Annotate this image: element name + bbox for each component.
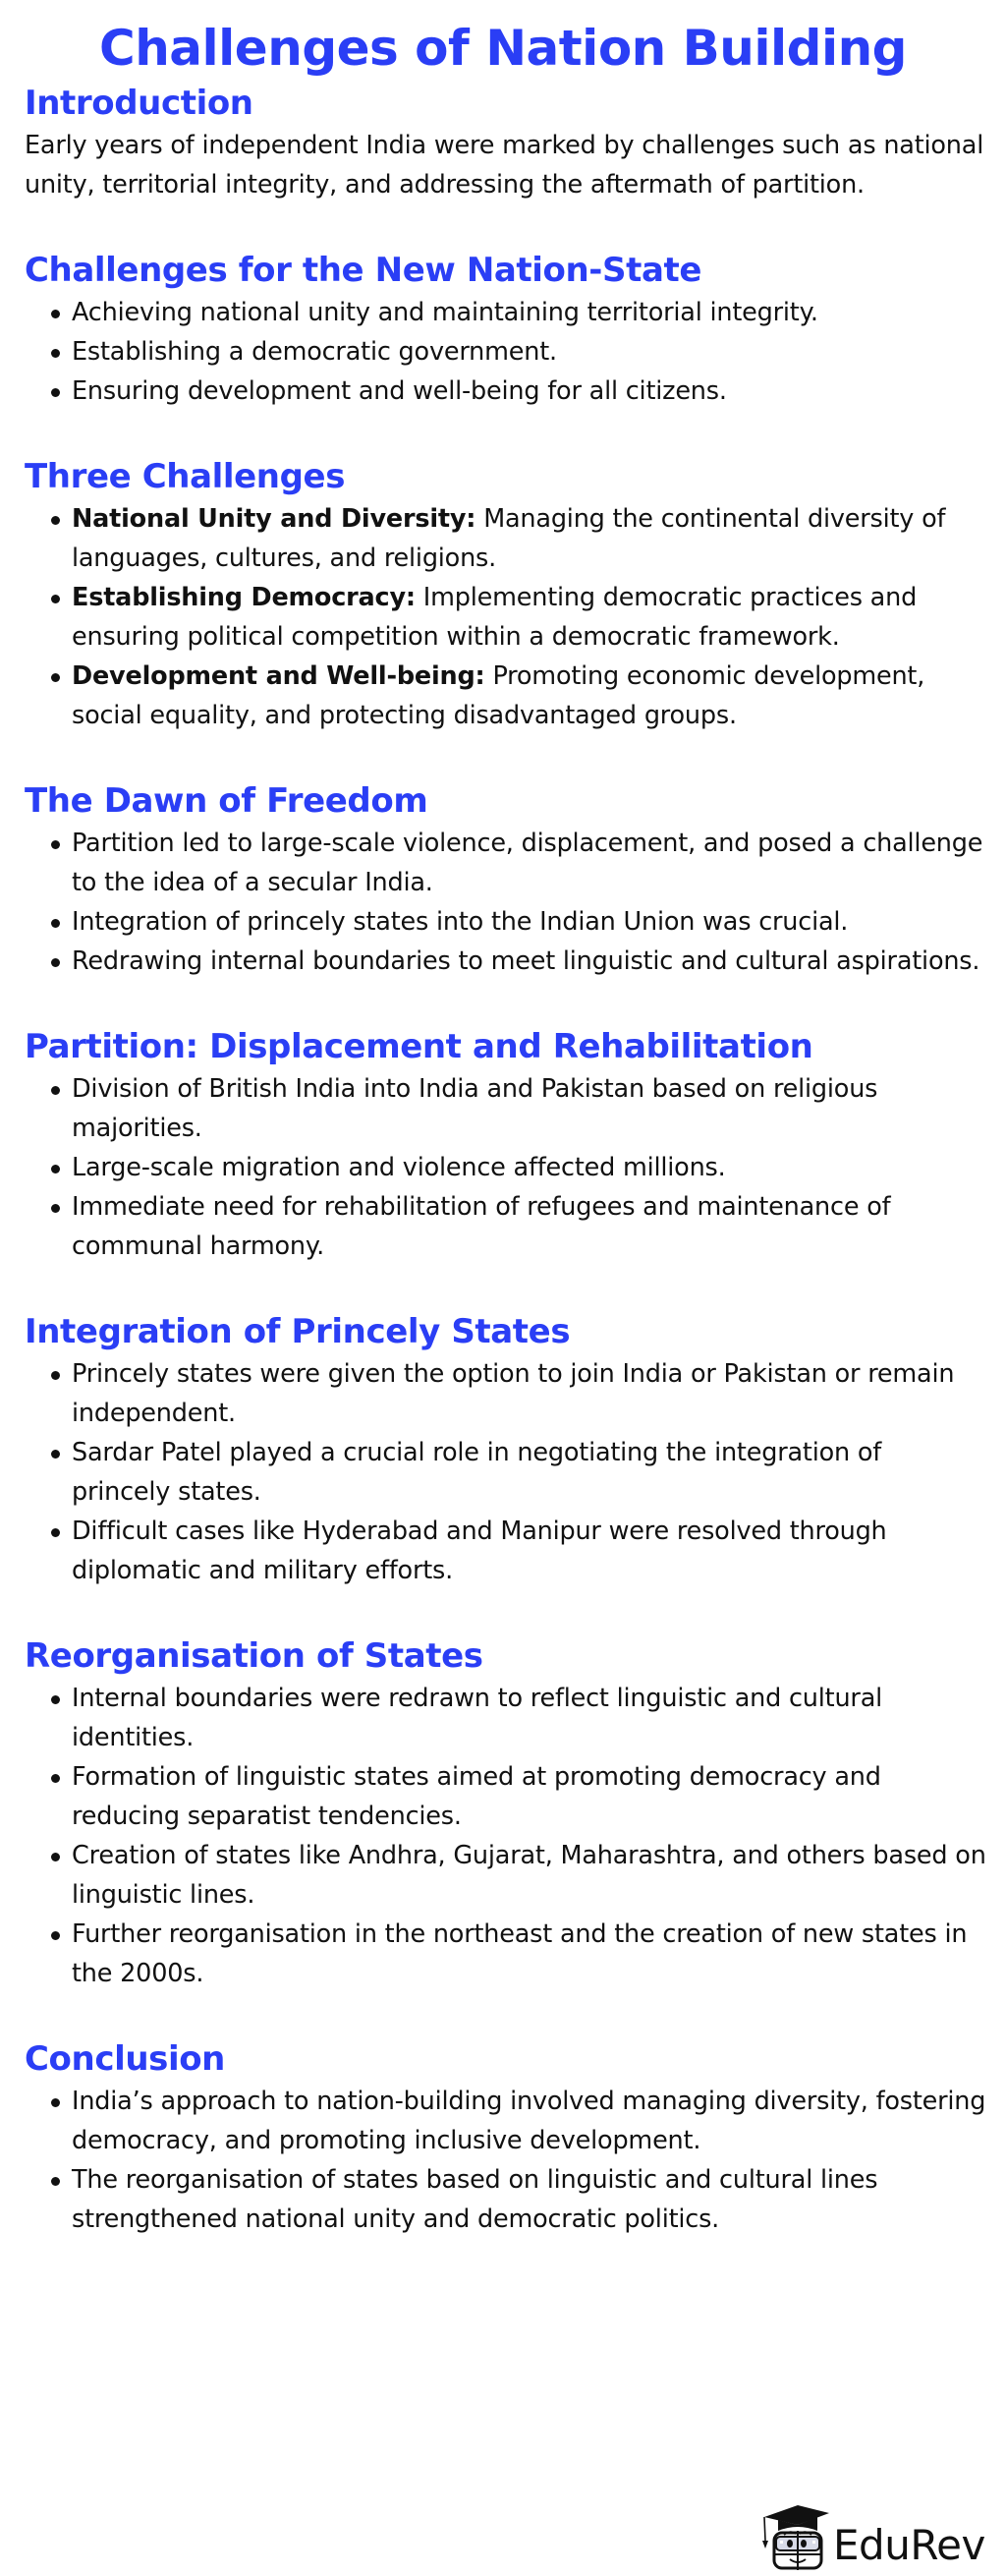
list-item — [25, 902, 986, 942]
section-heading: Reorganisation of States — [25, 1636, 483, 1676]
bullet-icon — [51, 349, 60, 358]
section-reorganisation-of-states — [0, 1633, 1006, 1993]
bullet-list — [25, 1069, 986, 1266]
bullet-icon — [51, 919, 60, 928]
list-item-text: The reorganisation of states based on linguistic and cultural lines strengthened national unity and democratic politics. — [72, 2165, 878, 2234]
section-conclusion — [0, 2036, 1006, 2239]
list-item-text: Further reorganisation in the northeast and the creation of new states in the 2000s. — [72, 1919, 968, 1988]
list-item — [25, 1757, 986, 1836]
bullet-icon — [51, 1371, 60, 1380]
section-three-challenges — [0, 454, 1006, 735]
section-heading: The Dawn of Freedom — [25, 781, 428, 821]
bullet-icon — [51, 1774, 60, 1783]
list-item — [25, 1187, 986, 1266]
list-item-text: Internal boundaries were redrawn to reflect linguistic and cultural identities. — [72, 1684, 882, 1752]
list-item-text: Creation of states like Andhra, Gujarat, Maharashtra, and others based on linguistic lines. — [72, 1841, 986, 1910]
section-introduction — [0, 81, 1006, 204]
bullet-list — [25, 1354, 986, 1590]
section-dawn-of-freedom — [0, 778, 1006, 981]
bullet-icon — [51, 1086, 60, 1095]
list-item-text: Formation of linguistic states aimed at promoting democracy and reducing separatist tendencies. — [72, 1762, 881, 1831]
bullet-icon — [51, 516, 60, 525]
bullet-list — [25, 824, 986, 981]
list-item-text: Large-scale migration and violence affected millions. — [72, 1153, 726, 1182]
list-item — [25, 332, 986, 372]
bullet-icon — [51, 1450, 60, 1459]
list-item — [25, 1354, 986, 1433]
bullet-icon — [51, 1528, 60, 1537]
section-heading: Conclusion — [25, 2039, 225, 2079]
list-item-text: Sardar Patel played a crucial role in negotiating the integration of princely states. — [72, 1438, 882, 1507]
list-item-term: National Unity and Diversity: — [72, 504, 476, 534]
list-item — [25, 372, 986, 411]
list-item — [25, 1148, 986, 1187]
list-item — [25, 2082, 986, 2160]
list-item — [25, 293, 986, 332]
intro-paragraph: Early years of independent India were marked by challenges such as national unity, territorial integrity, and addressing the aftermath of partition. — [25, 131, 984, 200]
list-item — [25, 942, 986, 981]
graduation-cap-mascot-icon — [758, 2503, 831, 2572]
section-challenges-new-nation-state — [0, 248, 1006, 411]
bullet-list — [25, 2082, 986, 2239]
list-item — [25, 1915, 986, 1993]
bullet-icon — [51, 388, 60, 397]
list-item-text: Redrawing internal boundaries to meet linguistic and cultural aspirations. — [72, 946, 980, 976]
list-item — [25, 1679, 986, 1757]
list-item-text: Division of British India into India and Pakistan based on religious majorities. — [72, 1074, 878, 1143]
list-item — [25, 657, 986, 735]
bullet-list — [25, 499, 986, 735]
list-item-text: Ensuring development and well-being for all citizens. — [72, 376, 727, 406]
list-item-term: Development and Well-being: — [72, 661, 485, 691]
list-item — [25, 1069, 986, 1148]
list-item-text: Immediate need for rehabilitation of refugees and maintenance of communal harmony. — [72, 1192, 891, 1261]
list-item-term: Establishing Democracy: — [72, 583, 416, 612]
bullet-icon — [51, 958, 60, 967]
list-item — [25, 499, 986, 578]
page-title: Challenges of Nation Building — [99, 20, 907, 77]
list-item-text: Integration of princely states into the Indian Union was crucial. — [72, 907, 849, 937]
section-heading: Partition: Displacement and Rehabilitation — [25, 1027, 813, 1066]
list-item — [25, 824, 986, 902]
list-item — [25, 1836, 986, 1915]
bullet-icon — [51, 1931, 60, 1940]
bullet-list — [25, 293, 986, 411]
list-item-text: Promoting economic development, social equality, and protecting disadvantaged groups. — [72, 661, 925, 730]
list-item-text: Princely states were given the option to join India or Pakistan or remain independent. — [72, 1359, 955, 1428]
bullet-icon — [51, 2177, 60, 2186]
bullet-icon — [51, 2098, 60, 2107]
list-item-text: Implementing democratic practices and ensuring political competition within a democratic framework. — [72, 583, 918, 652]
list-item-text: Managing the continental diversity of languages, cultures, and religions. — [72, 504, 946, 573]
list-item-text: India’s approach to nation-building involved managing diversity, fostering democracy, and promoting inclusive development. — [72, 2087, 986, 2155]
bullet-icon — [51, 1695, 60, 1704]
logo-text: EduRev — [833, 2521, 985, 2569]
bullet-list — [25, 1679, 986, 1993]
section-heading: Challenges for the New Nation-State — [25, 251, 701, 290]
section-partition — [0, 1024, 1006, 1266]
section-heading: Integration of Princely States — [25, 1312, 571, 1351]
list-item — [25, 578, 986, 657]
bullet-icon — [51, 1853, 60, 1861]
edurev-logo — [758, 2501, 994, 2572]
list-item-text: Partition led to large-scale violence, displacement, and posed a challenge to the idea of a secular India. — [72, 829, 983, 897]
bullet-icon — [51, 595, 60, 603]
list-item — [25, 2160, 986, 2239]
list-item-text: Difficult cases like Hyderabad and Manipur were resolved through diplomatic and military efforts. — [72, 1517, 887, 1585]
bullet-icon — [51, 310, 60, 318]
bullet-icon — [51, 1204, 60, 1213]
bullet-icon — [51, 673, 60, 682]
bullet-icon — [51, 1165, 60, 1174]
section-heading: Three Challenges — [25, 457, 346, 496]
bullet-icon — [51, 840, 60, 849]
list-item — [25, 1433, 986, 1512]
list-item — [25, 1512, 986, 1590]
list-item-text: Establishing a democratic government. — [72, 337, 557, 367]
list-item-text: Achieving national unity and maintaining territorial integrity. — [72, 298, 818, 327]
section-integration-princely-states — [0, 1309, 1006, 1590]
section-heading: Introduction — [25, 84, 253, 123]
